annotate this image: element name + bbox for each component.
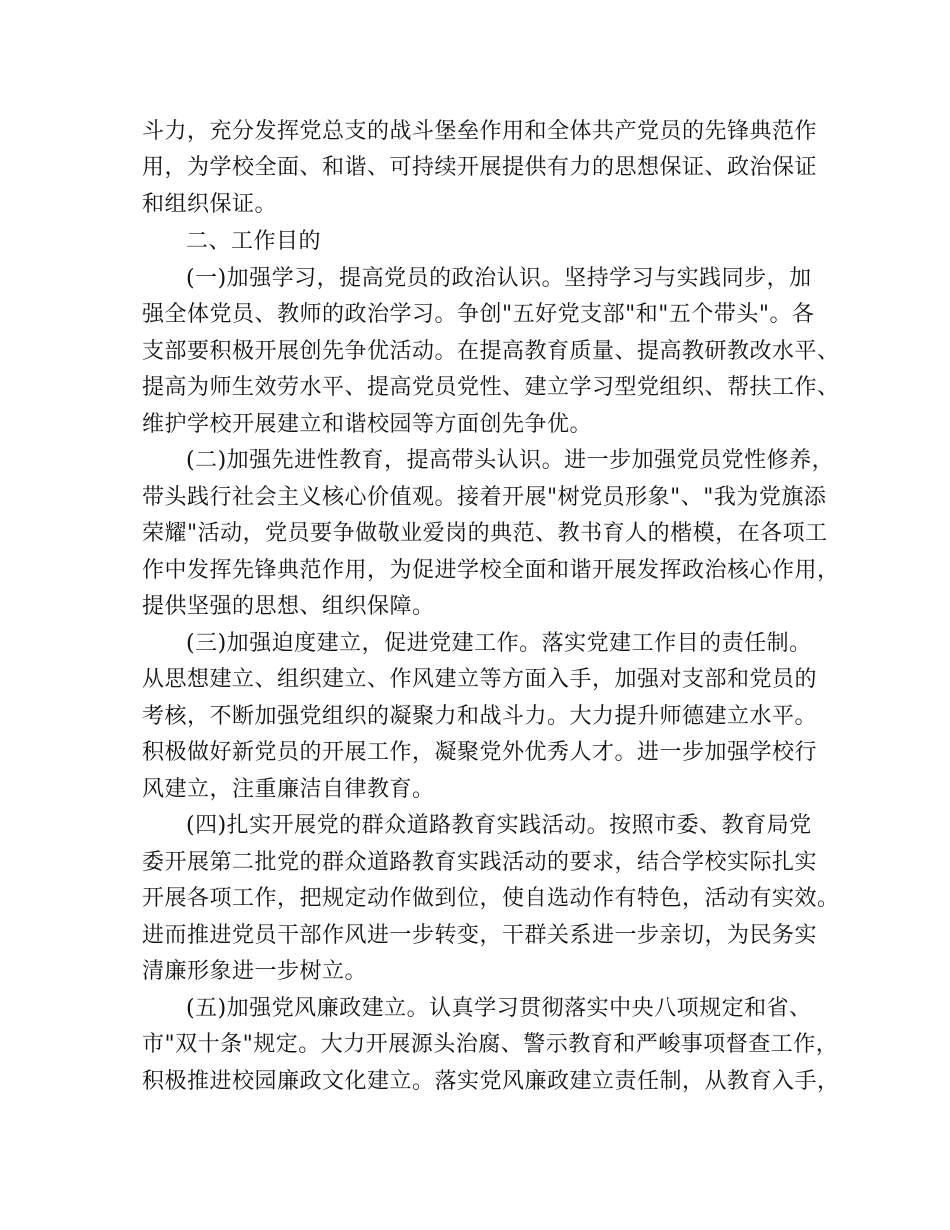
- paragraph-start: (四)扎实开展党的群众道路教育实践活动。按照市委、教育局党: [186, 813, 812, 838]
- paragraph-start: (二)加强先进性教育，提高带头认识。进一步加强党员党性修养，: [186, 448, 835, 473]
- paragraph-start: (五)加强党风廉政建立。认真学习贯彻落实中央八项规定和省、: [186, 996, 812, 1021]
- paragraph-start: (三)加强迫度建立，促进党建工作。落实党建工作目的责任制。: [186, 631, 812, 656]
- text-line: 作中发挥先锋典范作用，为促进学校全面和谐开展发挥政治核心作用，: [142, 558, 840, 583]
- text-line: 从思想建立、组织建立、作风建立等方面入手，加强对支部和党员的: [142, 667, 818, 692]
- section-heading: 二、工作目的: [186, 229, 322, 254]
- text-line: 维护学校开展建立和谐校园等方面创先争优。: [142, 412, 593, 437]
- text-line: 积极推进校园廉政文化建立。落实党风廉政建立责任制，从教育入手，: [142, 1069, 840, 1094]
- text-line: 荣耀"活动，党员要争做敬业爱岗的典范、教书育人的楷模，在各项工: [142, 521, 828, 546]
- text-line: 进而推进党员干部作风进一步转变，干群关系进一步亲切，为民务实: [142, 923, 818, 948]
- text-line: 开展各项工作，把规定动作做到位，使自选动作有特色，活动有实效。: [142, 886, 840, 911]
- text-line: 提高为师生效劳水平、提高党员党性、建立学习型党组织、帮扶工作、: [142, 375, 840, 400]
- text-line: 市"双十条"规定。大力开展源头治腐、警示教育和严峻事项督查工作，: [142, 1032, 839, 1057]
- text-line: 清廉形象进一步树立。: [142, 959, 368, 984]
- text-line: 带头践行社会主义核心价值观。接着开展"树党员形象"、"我为党旗添: [142, 485, 827, 510]
- text-line: 支部要积极开展创先争优活动。在提高教育质量、提高教研教改水平、: [142, 339, 840, 364]
- text-line: 积极做好新党员的开展工作，凝聚党外优秀人才。进一步加强学校行: [142, 740, 818, 765]
- text-line: 考核，不断加强党组织的凝聚力和战斗力。大力提升师德建立水平。: [142, 704, 818, 729]
- text-line: 委开展第二批党的群众道路教育实践活动的要求，结合学校实际扎实: [142, 850, 818, 875]
- text-line: 风建立，注重廉洁自律教育。: [142, 777, 435, 802]
- text-line: 和组织保证。: [142, 192, 278, 217]
- paragraph-start: (一)加强学习，提高党员的政治认识。坚持学习与实践同步，加: [186, 266, 812, 291]
- text-line: 斗力，充分发挥党总支的战斗堡垒作用和全体共产党员的先锋典范作: [142, 119, 818, 144]
- text-line: 提供坚强的思想、组织保障。: [142, 594, 435, 619]
- text-line: 强全体党员、教师的政治学习。争创"五好党支部"和"五个带头"。各: [142, 302, 815, 327]
- text-line: 用，为学校全面、和谐、可持续开展提供有力的思想保证、政治保证: [142, 155, 818, 180]
